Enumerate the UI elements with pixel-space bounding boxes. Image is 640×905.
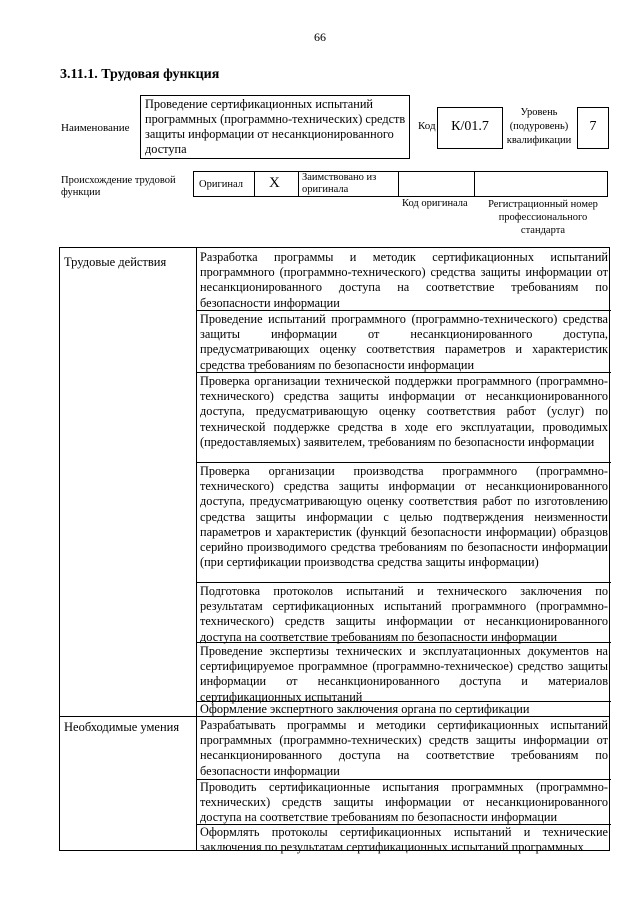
skills-label: Необходимые умения xyxy=(64,720,180,734)
row-divider xyxy=(196,372,611,373)
origin-reg-cell xyxy=(475,172,607,196)
skill-item: Разрабатывать программы и методики сертификационных испытаний программных (программно-технических) средств защиты информации от несанкционированного доступа на соответствие требованиям по безопасности информации xyxy=(200,718,608,778)
action-item: Проверка организации технической поддержки программного (программно-технического) средства защиты информации от несанкционированного доступа, предусматривающую оценку соответствия работ (услуг) по технической поддержке средства в ходе его эксплуатации, проводимых (предоставляемых) заявителем, требованиям по безопасности информации xyxy=(200,374,608,449)
origin-mark-cell xyxy=(255,172,299,196)
orig-code-label: Код оригинала xyxy=(402,198,468,209)
section-title: 3.11.1. Трудовая функция xyxy=(60,67,220,82)
origin-original-mark: Х xyxy=(269,175,280,191)
action-item: Оформление экспертного заключения органа по сертификации xyxy=(200,702,530,716)
level-field xyxy=(577,107,609,149)
code-value: К/01.7 xyxy=(451,119,489,134)
origin-code-cell xyxy=(399,172,475,196)
name-field xyxy=(140,95,410,159)
row-divider xyxy=(196,582,611,583)
row-divider xyxy=(196,462,611,463)
row-divider xyxy=(196,310,611,311)
level-label: Уровень (подуровень) квалификации xyxy=(506,107,572,146)
code-label: Код xyxy=(418,120,436,132)
origin-original-label: Оригинал xyxy=(199,179,243,190)
name-label: Наименование xyxy=(61,122,130,134)
code-field xyxy=(437,107,503,149)
skill-item: Проводить сертификационные испытания программных (программно-технических) средств защиты информации от несанкционированного доступа на соответствие требованиям по безопасности информации xyxy=(200,780,608,825)
column-divider xyxy=(196,248,197,850)
action-item: Разработка программы и методик сертификационных испытаний программного (программно-технического) средства защиты информации от несанкционированного доступа на соответствие требованиям по безопасности информации xyxy=(200,250,608,310)
action-item: Проверка организации производства программного (программно-технического) средства защиты информации от несанкционированного доступа, предусматривающую оценку соответствия работ по изготовлению средства защиты информации с целью подтверждения неизменности параметров и характеристик (функций безопасности информации) образцов серийно производимого средства требованиям по безопасности информации (при сертификации производства средства защиты информации) xyxy=(200,464,608,570)
page-number: 66 xyxy=(314,30,326,44)
action-item: Проведение испытаний программного (программно-технического) средства защиты информации от несанкционированного доступа, предусматривающих оценку соответствия параметров и характеристик средства требованиям по безопасности информации xyxy=(200,312,608,372)
origin-original-cell xyxy=(194,172,255,196)
reg-number-label: Регистрационный номер профессионального стандарта xyxy=(488,199,598,236)
origin-borrowed-cell xyxy=(299,172,399,196)
level-value: 7 xyxy=(589,119,597,134)
row-divider xyxy=(196,642,611,643)
actions-label: Трудовые действия xyxy=(64,255,167,269)
name-value: Проведение сертификационных испытаний программных (программно-технических) средств защиты информации от несанкционированного доступа xyxy=(145,97,406,156)
origin-label: Происхождение трудовой функции xyxy=(61,175,176,198)
action-item: Подготовка протоколов испытаний и технического заключения по результатам сертификационных испытаний программного (программно-технического) средств защиты информации от несанкционированного доступа на соответствие требованиям по безопасности информации xyxy=(200,584,608,644)
action-item: Проведение экспертизы технических и эксплуатационных документов на сертифицируемое программное (программно-техническое) средство защиты информации от несанкционированного доступа и материалов сертификационных испытаний xyxy=(200,644,608,704)
skill-item: Оформлять протоколы сертификационных испытаний и технические заключения по результатам сертификационных испытаний программных xyxy=(200,825,608,855)
origin-borrowed-label: Заимствовано из оригинала xyxy=(302,172,377,195)
section-divider xyxy=(60,716,609,717)
functions-table xyxy=(59,247,610,855)
origin-table xyxy=(193,171,608,197)
